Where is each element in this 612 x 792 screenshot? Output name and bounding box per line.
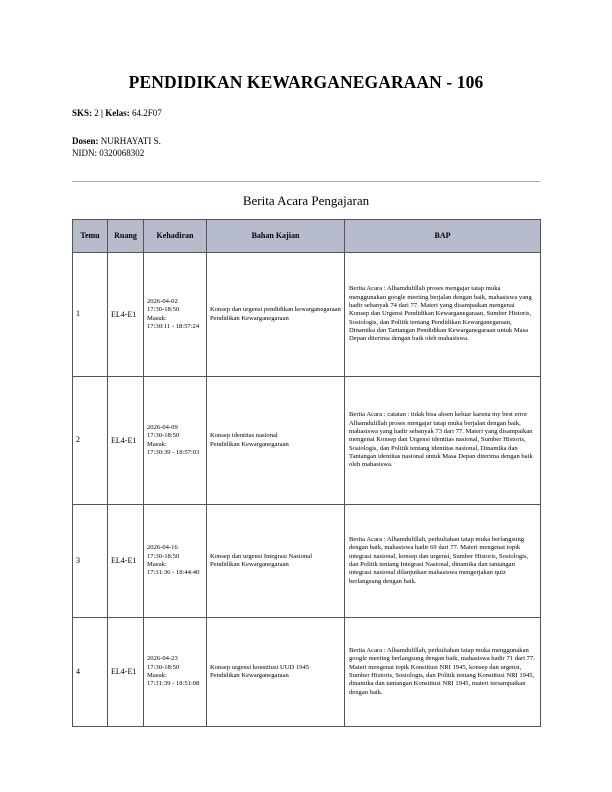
kehadiran-masuk-time: 17:31:39 - 18:51:08 — [147, 680, 200, 688]
table-row — [73, 505, 541, 618]
kehadiran-masuk-label: Masuk: — [147, 314, 167, 322]
cell-temu: 4 — [73, 618, 108, 727]
kehadiran-time: 17:30-18:50 — [147, 432, 180, 440]
table-header-row — [73, 220, 541, 253]
kelas-label: Kelas: — [105, 108, 130, 118]
table-row — [73, 618, 541, 727]
section-title: Berita Acara Pengajaran — [242, 193, 370, 208]
header-ruang: Ruang — [108, 220, 144, 253]
cell-bahan-kajian: Konsep identitas nasional Pendidikan Kewarganegaraan — [207, 377, 345, 505]
kehadiran-date: 2026-04-23 — [147, 655, 178, 663]
lecturer-line — [72, 136, 161, 147]
sks-label: SKS: — [72, 108, 93, 118]
cell-kehadiran — [144, 253, 207, 377]
cell-ruang: EL4-E1 — [108, 377, 144, 505]
dosen-value: NURHAYATI S. — [100, 136, 161, 146]
header-bap: BAP — [345, 220, 541, 253]
cell-ruang: EL4-E1 — [108, 618, 144, 727]
header-bahan-kajian: Bahan Kajian — [207, 220, 345, 253]
kehadiran-time: 17:30-18:50 — [147, 552, 180, 560]
cell-bap: Berita Acara : Alhamdulillah, perkuliahan tatap muka menggunakan google meeting berlangsung dengan baik, mahasiswa hadir 71 dari 77. Materi mengenai topik Konstitusi NRI 1945, konsep dan urgensi, Sumber Historis, Sosiologis, dan Politik tentang Konstitusi NRI 1945, dinamika dan tantangan Konstitusi NRI 1945, materi tersampaikan dengan baik. — [345, 618, 541, 727]
cell-temu: 3 — [73, 505, 108, 618]
cell-bap: Berita Acara : Alhamdulillah, perkuliahan tatap muka berlangsung dengan baik, mahasiswa hadir 69 dari 77. Materi mengenai topik integrasi nasional, konsep dan urgensi, Sumber Historis, Sosiologis, dan Politik tentang Integrasi Nasional, dinamika dan tantangan integrasi nasional dilanjutkan mahasiswa mengerjakan quiz berlangsung dengan baik. — [345, 505, 541, 618]
cell-bap: Berita Acara : Alhamdulillah proses mengajar tatap muka menggunakan google meeting berjalan dengan baik, mahasiswa yang hadir sebanyak 74 dari 77. Materi yang disampaikan mengenai Konsep dan Urgensi Pendidikan Kewarganegaraan, Sumber Historis, Sosiologis, dan Politik tentang Pendidikan Kewarganegaraan, Dinamika dan Tantangan Pendidikan Kewarganegaraan untuk Masa Depan diterima dengan baik oleh mahasiswa. — [345, 253, 541, 377]
nidn-label: NIDN: — [72, 148, 97, 158]
kehadiran-date: 2026-04-02 — [147, 297, 178, 305]
kehadiran-masuk-time: 17:30:11 - 18:57:24 — [147, 322, 200, 330]
cell-ruang: EL4-E1 — [108, 505, 144, 618]
kehadiran-date: 2026-04-16 — [147, 544, 178, 552]
info-separator: | — [101, 108, 103, 118]
cell-temu: 2 — [73, 377, 108, 505]
cell-temu: 1 — [73, 253, 108, 377]
table-row — [73, 377, 541, 505]
kehadiran-date: 2026-04-09 — [147, 423, 178, 431]
kehadiran-masuk-label: Masuk: — [147, 561, 167, 568]
nidn-line — [72, 148, 144, 159]
cell-kehadiran — [144, 618, 207, 727]
cell-bap: Berita Acara : catatan : tidak bisa absen keluar karena my best error Alhamdulillah proses mengajar tatap muka berjalan dengan baik, mahasiswa yang hadir sebanyak 73 dari 77. Materi yang disampaikan mengenai Konsep dan Urgensi identitas nasional, Sumber Historis, Sosiologis, dan Politik tentang identitas nasional, Dinamika dan Tantangan identitas nasional untuk Masa Depan diterima dengan baik oleh mahasiswa. — [345, 377, 541, 505]
cell-bahan-kajian: Konsep dan urgensi Integrasi Nasional Pendidikan Kewarganegaraan — [207, 505, 345, 618]
dosen-label: Dosen: — [72, 136, 99, 146]
kehadiran-masuk-time: 17:31:36 - 18:44:40 — [147, 569, 200, 577]
course-info-line — [72, 108, 162, 119]
kehadiran-time: 17:30-18:50 — [147, 306, 180, 314]
header-temu: Temu — [73, 220, 108, 253]
cell-bahan-kajian: Konsep urgensi konstitusi UUD 1945 Pendidikan Kewarganegaraan — [207, 618, 345, 727]
page-title: PENDIDIKAN KEWARGANEGARAAN - 106 — [128, 72, 484, 92]
divider — [72, 181, 540, 182]
kehadiran-time: 17:30-18:50 — [147, 663, 180, 671]
cell-ruang: EL4-E1 — [108, 253, 144, 377]
kehadiran-masuk-time: 17:30:39 - 18:57:03 — [147, 448, 200, 456]
nidn-value: 0320068302 — [99, 148, 145, 158]
teaching-report-table — [72, 219, 541, 727]
cell-kehadiran — [144, 377, 207, 505]
kehadiran-masuk-label: Masuk: — [147, 440, 167, 448]
cell-kehadiran — [144, 505, 207, 618]
table-row — [73, 253, 541, 377]
header-kehadiran: Kehadiran — [144, 220, 207, 253]
sks-value: 2 — [94, 108, 99, 118]
cell-bahan-kajian: Konsep dan urgensi pendidikan kewarganegaraan Pendidikan Kewarganegaraan — [207, 253, 345, 377]
kelas-value: 64.2F07 — [132, 108, 162, 118]
kehadiran-masuk-label: Masuk: — [147, 672, 167, 679]
